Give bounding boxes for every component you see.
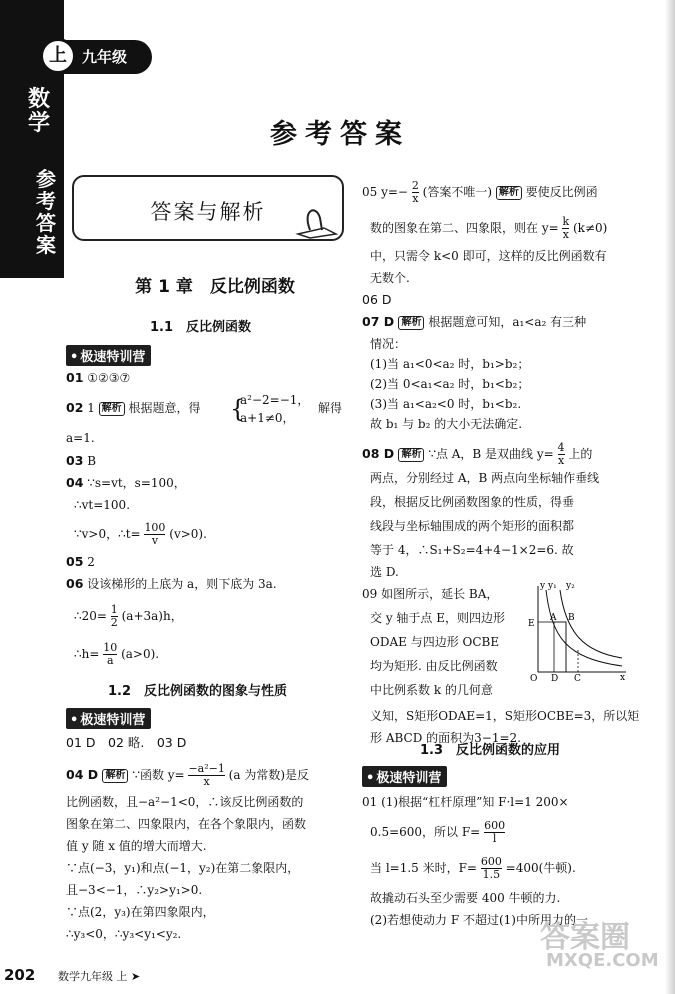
side-answer-label: 参 考 答 案 (36, 167, 56, 257)
answer-05: 05 2 (66, 554, 95, 569)
fraction: $\frac{100}{v}$ (144, 521, 166, 547)
page-title: 参考答案 (270, 119, 410, 150)
system-eq-1: a²−2=−1， (240, 393, 310, 407)
answer-line: 06 D (362, 292, 392, 307)
grade-label: 九年级 (82, 48, 128, 66)
footer-text: 数学九年级 上 ➤ (58, 970, 141, 983)
answer-line: 故 b₁ 与 b₂ 的大小无法确定. (370, 417, 523, 431)
answer-02: 02 1 解析 根据题意，得 (66, 400, 201, 415)
answer-line: 中，只需令 k<0 即可，这样的反比例函数有 (370, 249, 607, 263)
answer-line: ODAE 与四边形 OCBE (370, 635, 500, 649)
brace: { (230, 395, 246, 423)
answer-line: 比例函数，且−a²−1<0，∴该反比例函数的 (66, 795, 304, 809)
answer-line: 段，根据反比例函数图象的性质，得垂 (370, 495, 575, 509)
jiexi-badge: 解析 (398, 448, 424, 462)
answer-04b: 04 D 解析 ∵函数 y= $\frac{\text{−a²−1}}{x}$ (a 为常数)是反 (66, 762, 310, 788)
answer-line: ∴y₃<0，∴y₃<y₁<y₂. (66, 927, 182, 941)
answer-r05-b: 数的图象在第二、四象限，则在 y= $\frac{k}{x}$ (k≠0) (370, 215, 608, 241)
answer-line: 情况： (370, 337, 407, 351)
answer-r01-c: 当 l=1.5 米时，F= $\frac{600}{1.5}$ =400(牛顿). (370, 855, 576, 881)
answer-04: 04 ∵s=vt，s=100， (66, 475, 186, 490)
answer-line: 值 y 随 x 值的增大而增大. (66, 839, 207, 853)
answer-02-end: 解得 (318, 401, 343, 415)
answer-line: 义知，S矩形ODAE=1，S矩形OCBE=3，所以矩 (370, 709, 640, 723)
answer-r01-b: 0.5=600，所以 F= $\frac{600}{l}$ (370, 819, 506, 845)
svg-text:A: A (550, 613, 557, 623)
answer-04-t: ∵v>0，∴t= $\frac{100}{v}$ (v>0). (74, 521, 207, 547)
train-tag: • 极速特训营 (66, 708, 151, 729)
train-tag: • 极速特训营 (362, 766, 447, 787)
svg-text:C: C (574, 674, 581, 682)
subject-label: 数 学 (27, 87, 50, 136)
answer-06: 06 设该梯形的上底为 a，则下底为 3a. (66, 576, 277, 591)
answer-r05: 05 y=− $\frac{2}{x}$ (答案不唯一) 解析 要使反比例函 (362, 179, 598, 205)
answer-06-eq: ∴20= $\frac{1}{2}$ (a+3a)h， (74, 603, 183, 629)
answer-line: 故撬动石头至少需要 400 牛顿的力. (370, 891, 561, 905)
answer-line: 等于 4，∴S₁+S₂=4+4−1×2=6. 故 (370, 543, 574, 557)
watermark-url: MXQE.COM (546, 950, 659, 971)
answer-line: 中比例系数 k 的几何意 (370, 683, 493, 697)
answer-r08: 08 D 解析 ∵点 A，B 是双曲线 y= $\frac{4}{x}$ 上的 (362, 441, 593, 467)
answer-r01: 01 (1)根据“杠杆原理”知 F·l=1 200× (362, 795, 569, 809)
jiexi-badge: 解析 (398, 316, 424, 330)
grade-circle: 上 (40, 38, 76, 74)
answer-line: 01 (66, 370, 84, 385)
answer-line: 且−3<−1，∴y₂>y₁>0. (66, 883, 203, 897)
answer-line: 09 如图所示，延长 BA， (362, 587, 499, 601)
jiexi-badge: 解析 (496, 186, 522, 200)
answer-line: 图象在第二、四象限内，在各个象限内，函数 (66, 817, 307, 831)
answer-line: (2)若想使动力 F 不超过(1)中所用力的一 (370, 913, 588, 927)
train-tag: • 极速特训营 (66, 345, 151, 366)
answer-line: 两点，分别经过 A，B 两点向坐标轴作垂线 (370, 471, 600, 485)
svg-text:B: B (568, 613, 575, 623)
system-eq-2: a+1≠0， (240, 411, 295, 425)
section-title-1-3: 1.3 反比例函数的应用 (420, 743, 561, 758)
answer-line: 无数个. (370, 271, 410, 285)
watermark: 答案圈 (540, 920, 630, 955)
answer-line: ①②③⑦ (83, 371, 131, 385)
answer-line: 形 ABCD 的面积为3−1=2. (370, 731, 521, 745)
answer-line: 交 y 轴于点 E，则四边形 (370, 611, 505, 625)
answer-line: 选 D. (370, 565, 399, 579)
answer-line: (2)当 0<a₁<a₂ 时，b₁<b₂； (370, 377, 530, 391)
paperclip-book-icon (294, 200, 340, 240)
svg-text:y: y (540, 581, 546, 591)
svg-text:y₁: y₁ (548, 581, 557, 591)
answer-line: 01 D 02 略. 03 D (66, 735, 187, 750)
section-title-1-1: 1.1 反比例函数 (150, 320, 252, 335)
svg-text:E: E (528, 619, 535, 629)
answer-line: (3)当 a₁<a₂<0 时，b₁<b₂. (370, 397, 522, 411)
section-title-1-2: 1.2 反比例函数的图象与性质 (108, 684, 288, 699)
page-edge-shadow (665, 0, 675, 994)
jiexi-badge: 解析 (99, 402, 125, 416)
svg-text:D: D (551, 674, 559, 682)
answer-line: 线段与坐标轴围成的两个矩形的面积都 (370, 519, 575, 533)
answer-line: ∵点(2，y₃)在第四象限内， (66, 905, 215, 919)
answer-06-h: ∴h= $\frac{10}{a}$ (a>0). (74, 641, 160, 667)
svg-text:y₂: y₂ (566, 581, 575, 591)
answer-line: (1)当 a₁<0<a₂ 时，b₁>b₂； (370, 357, 530, 371)
answer-r07: 07 D 解析 根据题意可知，a₁<a₂ 有三种 (362, 314, 587, 329)
hyperbola-graph (526, 578, 630, 682)
chapter-title: 第 1 章 反比例函数 (135, 277, 295, 297)
svg-text:x: x (620, 673, 626, 682)
answer-line: a=1. (66, 431, 95, 445)
jiexi-badge: 解析 (102, 769, 128, 783)
answer-line: ∴vt=100. (74, 498, 131, 512)
answer-line: ∵点(−3，y₁)和点(−1，y₂)在第二象限内， (66, 861, 300, 875)
answer-03: 03 B (66, 453, 97, 468)
page-number: 202 (4, 966, 36, 984)
answer-box-title: 答案与解析 (150, 200, 266, 224)
svg-text:O: O (530, 674, 538, 682)
answer-line: 均为矩形. 由反比例函数 (370, 659, 498, 673)
